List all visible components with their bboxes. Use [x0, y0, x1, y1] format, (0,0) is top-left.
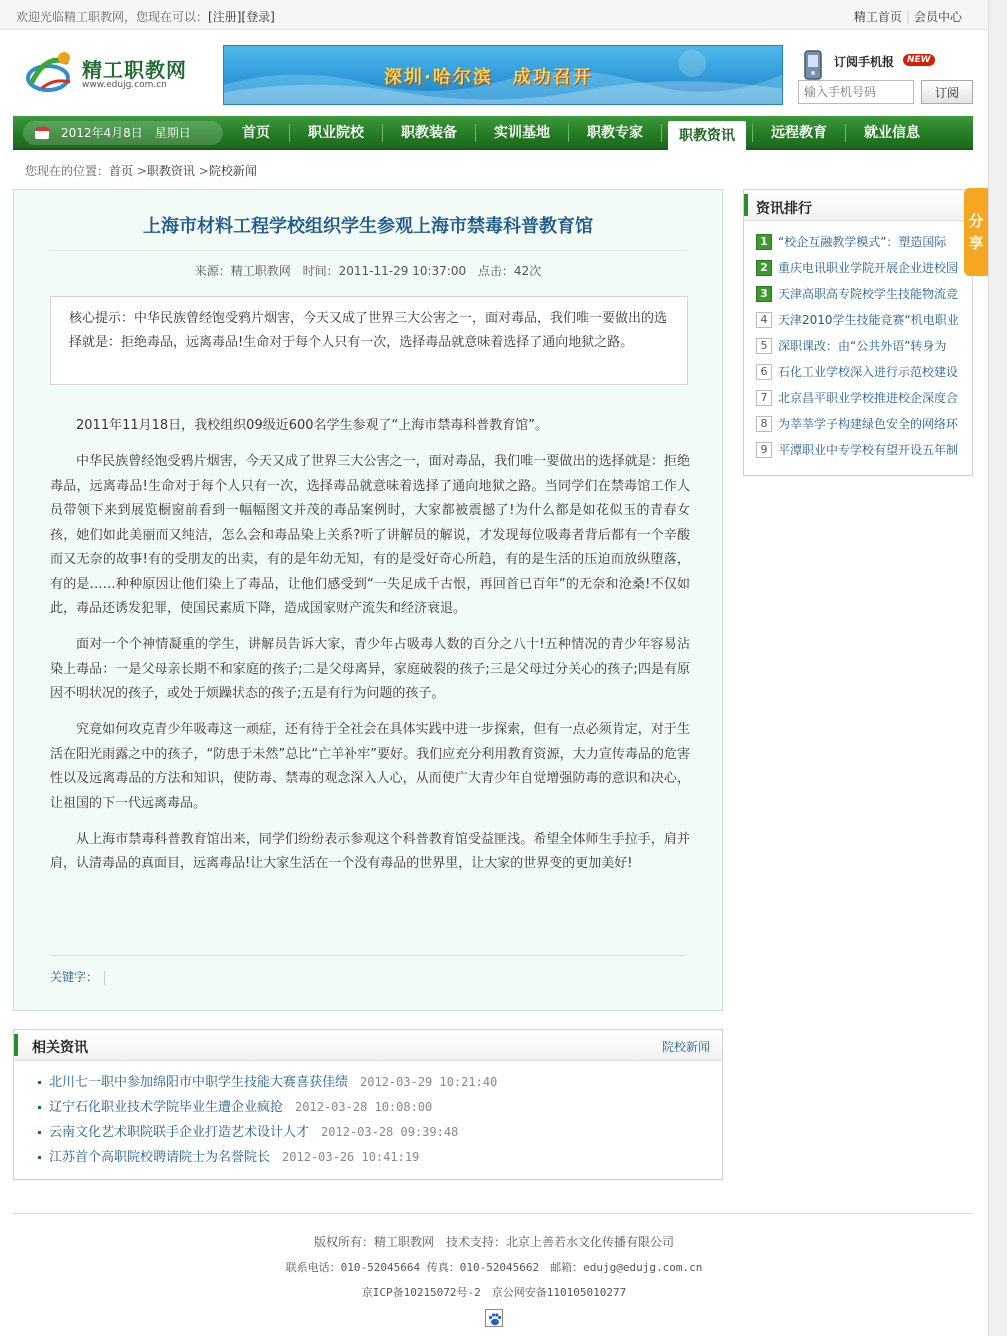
nav-item-experts[interactable]: 职教专家 [587, 125, 643, 141]
related-news-link[interactable]: 云南文化艺术职院联手企业打造艺术设计人才 [49, 1125, 310, 1140]
header-accent-bar [14, 1034, 18, 1056]
vertical-scrollbar[interactable] [988, 0, 1007, 1336]
ranking-header [744, 190, 972, 221]
logo-mark-icon [26, 48, 78, 98]
rank-number: 3 [756, 286, 772, 302]
list-item [38, 1095, 497, 1120]
related-news-header [14, 1030, 722, 1061]
welcome-label: 欢迎光临精工职教网，您现在可以： [16, 10, 209, 24]
nav-item-schools[interactable]: 职业院校 [308, 125, 364, 141]
ranking-title: 资讯排行 [756, 201, 812, 217]
nav-divider [661, 124, 662, 142]
paw-icon[interactable] [485, 1309, 503, 1327]
rank-number: 7 [756, 390, 772, 406]
paw-print-icon [486, 1310, 504, 1328]
ranking-link[interactable]: 平潭职业中专学校有望开设五年制 [778, 443, 959, 457]
ranking-link[interactable]: 深职课改：由“公共外语”转身为 [778, 339, 947, 353]
related-news-title: 相关资讯 [32, 1040, 88, 1056]
bullet-icon [38, 1131, 41, 1134]
breadcrumb-school-news[interactable]: 院校新闻 [208, 164, 257, 178]
rank-number: 1 [756, 234, 772, 250]
breadcrumb-prefix: 您现在的位置： [25, 164, 110, 178]
bullet-icon [38, 1081, 41, 1084]
rank-number: 5 [756, 338, 772, 354]
breadcrumb-home[interactable]: 首页 [109, 164, 134, 178]
title-divider [50, 250, 686, 251]
nav-item-distance-education[interactable]: 远程教育 [771, 125, 827, 141]
related-news-list [38, 1070, 497, 1170]
rank-number: 4 [756, 312, 772, 328]
nav-item-home[interactable]: 首页 [242, 125, 270, 141]
subscribe-title: 订阅手机报 [834, 55, 895, 69]
breadcrumb-sep: > [136, 164, 147, 178]
rank-number: 8 [756, 416, 772, 432]
article-paragraph: 中华民族曾经饱受鸦片烟害，今天又成了世界三大公害之一，面对毒品，我们唯一要做出的选择就是：拒绝毒品，远离毒品!生命对于每个人只有一次，选择毒品就意味着选择了通向地狱之路。当同学们在禁毒馆工作人员带领下来到展览橱窗前看到一幅幅图文并茂的毒品案例时，大家都被震撼了!为什么都是如花似玉的青春女孩，她们如此美丽而又纯洁，怎么会和毒品染上关系?听了讲解员的解说，才发现每位吸毒者背后都有一个辛酸而又无奈的故事!有的受朋友的出卖，有的是年幼无知，有的是受好奇心所趋，有的是生活的压迫而放纵堕落，有的是……种种原因让他们染上了毒品，让他们感受到“一失足成千古恨，再回首已百年”的无奈和沧桑!不仅如此，毒品还诱发犯罪，使国民素质下降，造成国家财产流失和经济衰退。 [50, 454, 690, 616]
related-news-date: 2012-03-28 09:39:48 [321, 1125, 459, 1139]
header-banner[interactable] [223, 45, 783, 105]
related-news-date: 2012-03-29 10:21:40 [360, 1075, 498, 1089]
new-badge: NEW [903, 54, 935, 66]
footer-copyright: 版权所有：精工职教网 技术支持：北京上善若水文化传播有限公司 [313, 1235, 674, 1249]
main-nav [13, 116, 973, 150]
rank-number: 6 [756, 364, 772, 380]
list-item [756, 362, 966, 388]
ranking-link[interactable]: 重庆电讯职业学院开展企业进校园 [778, 261, 959, 275]
article-keywords [50, 968, 105, 985]
related-news-date: 2012-03-28 10:08:00 [295, 1100, 433, 1114]
member-center-link[interactable]: 会员中心 [913, 10, 962, 24]
nav-item-employment[interactable]: 就业信息 [864, 125, 920, 141]
list-item [756, 232, 966, 258]
bullet-icon [38, 1156, 41, 1159]
footer-divider [13, 1213, 973, 1214]
article-paragraph: 面对一个个神情凝重的学生，讲解员告诉大家，青少年占吸毒人数的百分之八十!五种情况的青少年容易沾染上毒品：一是父母亲长期不和家庭的孩子;二是父母离异，家庭破裂的孩子;三是父母过分关心的孩子;四是有原因不明状况的孩子，或处于烦躁状态的孩子;五是有行为问题的孩子。 [50, 637, 690, 701]
top-divider: | [905, 10, 910, 24]
ranking-link[interactable]: 为莘莘学子构建绿色安全的网络环 [778, 417, 959, 431]
home-link[interactable]: 精工首页 [853, 10, 902, 24]
list-item [38, 1145, 497, 1170]
list-item [756, 310, 966, 336]
header-accent-bar [744, 194, 748, 216]
article-title: 上海市材料工程学校组织学生参观上海市禁毒科普教育馆 [143, 216, 593, 237]
keywords-label: 关键字： [50, 970, 99, 984]
related-news-link[interactable]: 辽宁石化职业技术学院毕业生遭企业疯抢 [49, 1100, 284, 1115]
ranking-link[interactable]: 石化工业学校深入进行示范校建设 [778, 365, 959, 379]
logo-url: www.edujg.com.cn [82, 80, 167, 90]
ranking-link[interactable]: 北京昌平职业学校推进校企深度合 [778, 391, 959, 405]
nav-item-training-bases[interactable]: 实训基地 [494, 125, 550, 141]
news-ranking-panel [743, 189, 973, 476]
ranking-link[interactable]: 天津2010学生技能竞赛“机电职业 [778, 313, 959, 327]
breadcrumb-sep: > [198, 164, 209, 178]
page-footer [0, 1230, 988, 1336]
site-logo[interactable] [26, 48, 196, 98]
register-link[interactable]: [注册] [208, 10, 242, 24]
list-item [756, 414, 966, 440]
date-label: 2012年4月8日 星期日 [61, 126, 191, 140]
article-clicks: 点击：42次 [477, 264, 542, 278]
article-time: 时间：2011-11-29 10:37:00 [302, 264, 467, 278]
ranking-link[interactable]: “校企互融教学模式”：塑造国际 [778, 235, 947, 249]
current-date [23, 121, 223, 145]
banner-text: 深圳·哈尔滨 成功召开 [384, 67, 593, 88]
article-panel [13, 189, 723, 1011]
related-news-link[interactable]: 北川七一职中参加绵阳市中职学生技能大赛喜获佳绩 [49, 1075, 349, 1090]
subscribe-button[interactable]: 订阅 [921, 80, 973, 104]
article-paragraph: 从上海市禁毒科普教育馆出来，同学们纷纷表示参观这个科普教育馆受益匪浅。希望全体师生手拉手，肩并肩，认清毒品的真面目，远离毒品!让大家生活在一个没有毒品的世界里，让大家的世界变的更加美好! [50, 831, 690, 871]
nav-item-equipment[interactable]: 职教装备 [401, 125, 457, 141]
list-item [38, 1070, 497, 1095]
list-item [38, 1120, 497, 1145]
related-news-panel [13, 1029, 723, 1180]
welcome-text [16, 8, 275, 25]
list-item [756, 336, 966, 362]
list-item [756, 440, 966, 466]
article-paragraph: 2011年11月18日，我校组织09级近600名学生参观了“上海市禁毒科普教育馆”。 [76, 418, 548, 433]
article-source: 来源：精工职教网 [194, 264, 291, 278]
bullet-icon [38, 1106, 41, 1109]
calendar-icon [35, 127, 49, 139]
list-item [756, 258, 966, 284]
article-body [50, 414, 690, 888]
mobile-subscribe [797, 46, 977, 108]
list-item [756, 388, 966, 414]
rank-number: 9 [756, 442, 772, 458]
related-news-date: 2012-03-26 10:41:19 [282, 1150, 420, 1164]
top-links [854, 8, 962, 25]
mobile-phone-icon [799, 48, 827, 82]
nav-items [223, 116, 938, 150]
nav-item-news[interactable]: 职教资讯 [668, 121, 746, 150]
keywords-separator [104, 971, 105, 985]
rank-number: 2 [756, 260, 772, 276]
breadcrumb-news[interactable]: 职教资讯 [146, 164, 195, 178]
related-more-link[interactable]: 院校新闻 [661, 1040, 710, 1054]
ranking-link[interactable]: 天津高职高专院校学生技能物流竞 [778, 287, 959, 301]
footer-contact: 联系电话：010-52045664 传真：010-52045662 邮箱：edujg@edujg.com.cn [285, 1261, 703, 1274]
footer-icp: 京ICP备10215072号-2 京公网安备110105010277 [361, 1286, 627, 1299]
phone-number-input[interactable] [798, 80, 914, 104]
share-tab[interactable]: 分享 [964, 188, 988, 276]
article-summary: 核心提示：中华民族曾经饱受鸦片烟害，今天又成了世界三大公害之一，面对毒品，我们唯一要做出的选择就是：拒绝毒品，远离毒品!生命对于每个人只有一次，选择毒品就意味着选择了通向地狱之路。 [50, 296, 688, 385]
article-meta [14, 262, 722, 279]
related-news-link[interactable]: 江苏首个高职院校聘请院士为名誉院长 [49, 1150, 271, 1165]
ranking-list [756, 232, 966, 466]
breadcrumb [25, 162, 257, 179]
login-link[interactable]: [登录] [241, 10, 275, 24]
logo-text: 精工职教网 [82, 58, 187, 82]
keywords-divider [50, 955, 686, 956]
top-bar [0, 0, 988, 30]
list-item [756, 284, 966, 310]
article-paragraph: 究竟如何攻克青少年吸毒这一顽症，还有待于全社会在具体实践中进一步探索，但有一点必须肯定，对于生活在阳光雨露之中的孩子，“防患于未然”总比“亡羊补牢”要好。我们应充分利用教育资源，大力宣传毒品的危害性以及远离毒品的方法和知识，使防毒、禁毒的观念深入人心，从而使广大青少年自觉增强防毒的意识和决心，让祖国的下一代远离毒品。 [50, 722, 690, 811]
